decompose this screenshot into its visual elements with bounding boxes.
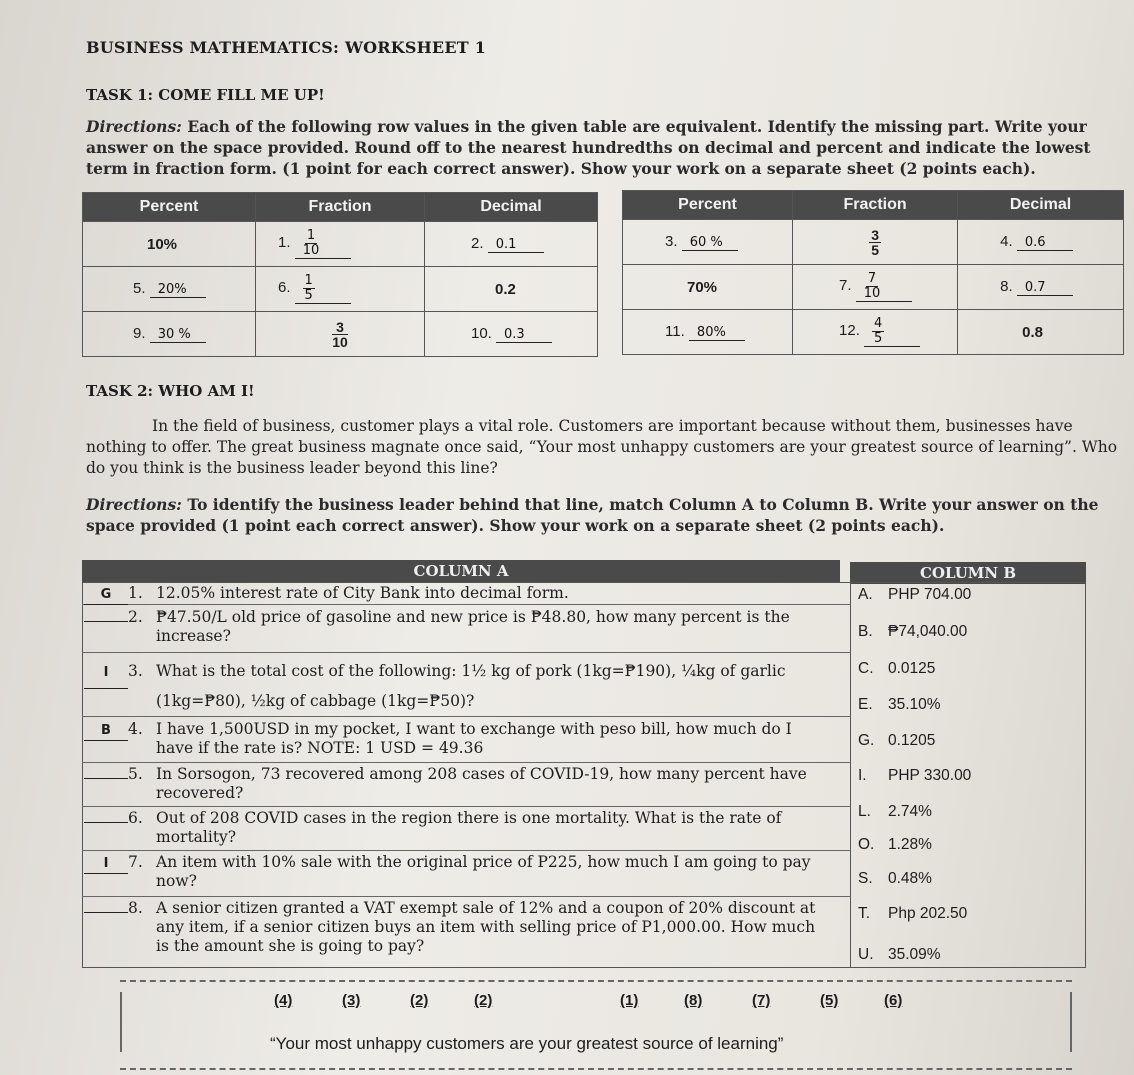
question-number: 4.	[128, 720, 143, 738]
frac-num: 1	[304, 273, 313, 288]
item-number: 12.	[839, 322, 860, 339]
option-value: 1.28%	[888, 836, 932, 853]
cell-fraction	[256, 222, 425, 267]
item-number: 6.	[278, 279, 291, 296]
directions-label: Directions:	[86, 117, 182, 136]
option-letter: A.	[858, 586, 873, 603]
option-item	[858, 732, 935, 750]
directions-text: Each of the following row values in the given table are equivalent. Identify the missing part. Write your answer on the space provided. Round off to the nearest hundredths on decimal and percent and indicate the lowest term in fraction form. (1 point for each correct answer). Show your work on a separate sheet (2 points each).	[86, 117, 1091, 178]
question-number: 8.	[128, 899, 143, 917]
option-item	[858, 623, 967, 641]
question-text: An item with 10% sale with the original price of P225, how much I am going to pay now?	[156, 853, 811, 890]
option-value: 0.1205	[888, 732, 936, 749]
answer-blank[interactable]: 60 %	[682, 235, 738, 251]
frac-den: 5	[304, 288, 313, 303]
option-value: ₱74,040.00	[888, 623, 968, 640]
option-value: 0.48%	[888, 870, 932, 887]
column-b-header: COLUMN B	[850, 562, 1086, 584]
item-number: 10.	[471, 325, 492, 342]
frac-den: 5	[873, 331, 883, 346]
option-letter: S.	[858, 870, 873, 887]
cell-fraction	[256, 312, 425, 357]
key-slot[interactable]: (2)	[410, 992, 429, 1009]
question-number: 2.	[128, 608, 143, 626]
cell-fraction	[256, 267, 425, 312]
header-percent: Percent	[623, 191, 793, 220]
cell-decimal: 0.8	[958, 310, 1124, 355]
answer-blank[interactable]	[84, 912, 128, 913]
answer-blank[interactable]: 0.1	[488, 237, 544, 253]
frac-den: 5	[871, 241, 879, 258]
option-letter: E.	[858, 696, 873, 713]
column-divider	[850, 582, 851, 968]
cell-percent	[623, 220, 793, 265]
answer-blank[interactable]: B	[84, 721, 128, 741]
option-value: 0.0125	[888, 660, 936, 677]
table-row	[623, 265, 1124, 310]
table-row	[83, 312, 598, 357]
cell-percent: 10%	[83, 222, 256, 267]
task1-directions	[86, 116, 1130, 179]
item-number: 3.	[665, 233, 678, 250]
question-number: 6.	[128, 809, 143, 827]
frac-den: 10	[332, 333, 348, 350]
answer-blank[interactable]	[84, 822, 128, 823]
option-letter: L.	[858, 803, 871, 820]
option-value: PHP 704.00	[888, 586, 972, 603]
answer-blank[interactable]	[84, 778, 128, 779]
answer-blank[interactable]	[864, 317, 920, 347]
question-text: 12.05% interest rate of City Bank into decimal form.	[156, 584, 569, 602]
question-text: In Sorsogon, 73 recovered among 208 cases of COVID-19, how many percent have recovered?	[156, 765, 807, 802]
answer-blank[interactable]: 80%	[689, 325, 745, 341]
worksheet-title: BUSINESS MATHEMATICS: WORKSHEET 1	[86, 38, 486, 57]
task1-table-right	[622, 190, 1124, 355]
option-value: Php 202.50	[888, 905, 968, 922]
option-letter: I.	[858, 767, 867, 784]
cell-fraction	[793, 310, 958, 355]
option-item	[858, 767, 971, 785]
answer-blank[interactable]: I	[84, 658, 128, 689]
option-letter: B.	[858, 623, 873, 640]
task2-paragraph: In the field of business, customer plays a vital role. Customers are important because without them, businesses have nothing to offer. The great business magnate once said, “Your most unhappy customers are your greatest source of learning”. Who do you think is the business leader beyond this line?	[86, 417, 1118, 477]
question-item	[84, 656, 844, 716]
question-text: A senior citizen granted a VAT exempt sale of 12% and a coupon of 20% discount at any item, if a senior citizen buys an item with selling price of P1,000.00. How much is the amount she is going to pay?	[156, 899, 816, 955]
box-left-edge	[120, 992, 122, 1052]
header-percent: Percent	[83, 193, 256, 222]
task1-heading: TASK 1: COME FILL ME UP!	[86, 86, 325, 104]
cell-fraction	[793, 220, 958, 265]
header-decimal: Decimal	[958, 191, 1124, 220]
option-item	[858, 870, 932, 888]
question-text: I have 1,500USD in my pocket, I want to exchange with peso bill, how much do I have if the rate is? NOTE: 1 USD = 49.36	[156, 720, 792, 757]
task2-heading: TASK 2: WHO AM I!	[86, 382, 255, 400]
row-divider	[82, 850, 850, 851]
item-number: 1.	[278, 234, 291, 251]
question-item	[84, 584, 844, 605]
cell-percent	[83, 312, 256, 357]
option-letter: U.	[858, 946, 874, 963]
cell-decimal	[958, 265, 1124, 310]
cell-decimal	[425, 222, 598, 267]
cell-percent: 70%	[623, 265, 793, 310]
key-slot[interactable]: (5)	[820, 992, 839, 1009]
cell-percent	[623, 310, 793, 355]
answer-key-box	[120, 980, 1072, 1070]
item-number: 9.	[133, 325, 146, 342]
item-number: 4.	[1000, 233, 1013, 250]
header-fraction: Fraction	[793, 191, 958, 220]
option-item	[858, 586, 971, 604]
key-slot[interactable]: (8)	[684, 992, 703, 1009]
key-slot[interactable]: (7)	[752, 992, 771, 1009]
option-value: PHP 330.00	[888, 767, 972, 784]
question-text: What is the total cost of the following: 1½ kg of pork (1kg=₱190), ¼kg of garlic (1kg=₱80), ½kg of cabbage (1kg=₱50)?	[156, 662, 786, 710]
answer-blank[interactable]: 30 %	[150, 327, 206, 343]
answer-blank[interactable]: I	[84, 854, 128, 874]
question-number: 5.	[128, 765, 143, 783]
question-item	[84, 809, 844, 847]
question-number: 3.	[128, 662, 143, 680]
item-number: 11.	[665, 323, 685, 340]
option-letter: T.	[858, 905, 871, 922]
table-row	[83, 267, 598, 312]
frac-den: 10	[863, 286, 881, 301]
column-a-header: COLUMN A	[82, 560, 840, 582]
row-divider	[82, 762, 850, 763]
box-right-edge	[1070, 992, 1072, 1052]
cell-fraction	[793, 265, 958, 310]
answer-blank[interactable]	[295, 229, 351, 259]
header-fraction: Fraction	[256, 193, 425, 222]
directions-label: Directions:	[86, 495, 182, 514]
question-text: Out of 208 COVID cases in the region there is one mortality. What is the rate of mortality?	[156, 809, 782, 846]
frac-den: 10	[302, 243, 320, 258]
question-number: 7.	[128, 853, 143, 871]
answer-blank[interactable]: G	[84, 585, 128, 605]
option-value: 35.10%	[888, 696, 941, 713]
task1-table-left	[82, 192, 598, 357]
key-slot[interactable]: (4)	[274, 992, 293, 1009]
row-divider	[82, 806, 850, 807]
table-row	[83, 222, 598, 267]
answer-blank[interactable]: 0.7	[1017, 280, 1073, 296]
table-row	[623, 310, 1124, 355]
key-slot[interactable]: (3)	[342, 992, 361, 1009]
cell-decimal: 0.2	[425, 267, 598, 312]
frac-num: 7	[867, 271, 877, 286]
option-letter: G.	[858, 732, 875, 749]
hidden-quote: “Your most unhappy customers are your greatest source of learning”	[270, 1034, 784, 1053]
directions-text: To identify the business leader behind that line, match Column A to Column B. Write your answer on the space provided (1 point each correct answer). Show your work on a separate sheet (2 points each).	[86, 495, 1099, 535]
row-divider	[82, 716, 850, 717]
item-number: 5.	[133, 280, 146, 297]
key-slot[interactable]: (2)	[474, 992, 493, 1009]
item-number: 7.	[839, 277, 852, 294]
question-number: 1.	[128, 584, 143, 602]
answer-blank[interactable]	[295, 274, 351, 304]
row-divider	[82, 896, 850, 897]
answer-blank[interactable]: 0.3	[496, 327, 552, 343]
question-item	[84, 608, 844, 646]
cell-decimal	[958, 220, 1124, 265]
question-item	[84, 899, 844, 956]
cell-decimal	[425, 312, 598, 357]
frac-num: 1	[306, 228, 316, 243]
option-letter: C.	[858, 660, 874, 677]
answer-blank[interactable]	[856, 272, 912, 302]
frac-num: 3	[871, 226, 879, 243]
option-item	[858, 905, 967, 923]
question-item	[84, 765, 844, 803]
option-item	[858, 946, 941, 964]
answer-blank[interactable]: 0.6	[1017, 235, 1073, 251]
cell-percent	[83, 267, 256, 312]
item-number: 8.	[1000, 278, 1013, 295]
task2-directions	[86, 494, 1130, 536]
question-item	[84, 720, 844, 758]
key-slot[interactable]: (1)	[620, 992, 639, 1009]
key-slot[interactable]: (6)	[884, 992, 903, 1009]
item-number: 2.	[471, 235, 484, 252]
header-decimal: Decimal	[425, 193, 598, 222]
option-item	[858, 696, 941, 714]
option-letter: O.	[858, 836, 875, 853]
question-text: ₱47.50/L old price of gasoline and new price is ₱48.80, how many percent is the increase?	[156, 608, 790, 645]
option-value: 35.09%	[888, 946, 941, 963]
answer-blank[interactable]: 20%	[150, 282, 206, 298]
option-item	[858, 660, 935, 678]
table-row	[623, 220, 1124, 265]
row-divider	[82, 652, 850, 653]
option-value: 2.74%	[888, 803, 932, 820]
frac-num: 3	[336, 318, 344, 335]
frac-num: 4	[873, 316, 883, 331]
answer-blank[interactable]	[84, 621, 128, 622]
option-item	[858, 803, 932, 821]
option-item	[858, 836, 932, 854]
question-item	[84, 853, 844, 891]
